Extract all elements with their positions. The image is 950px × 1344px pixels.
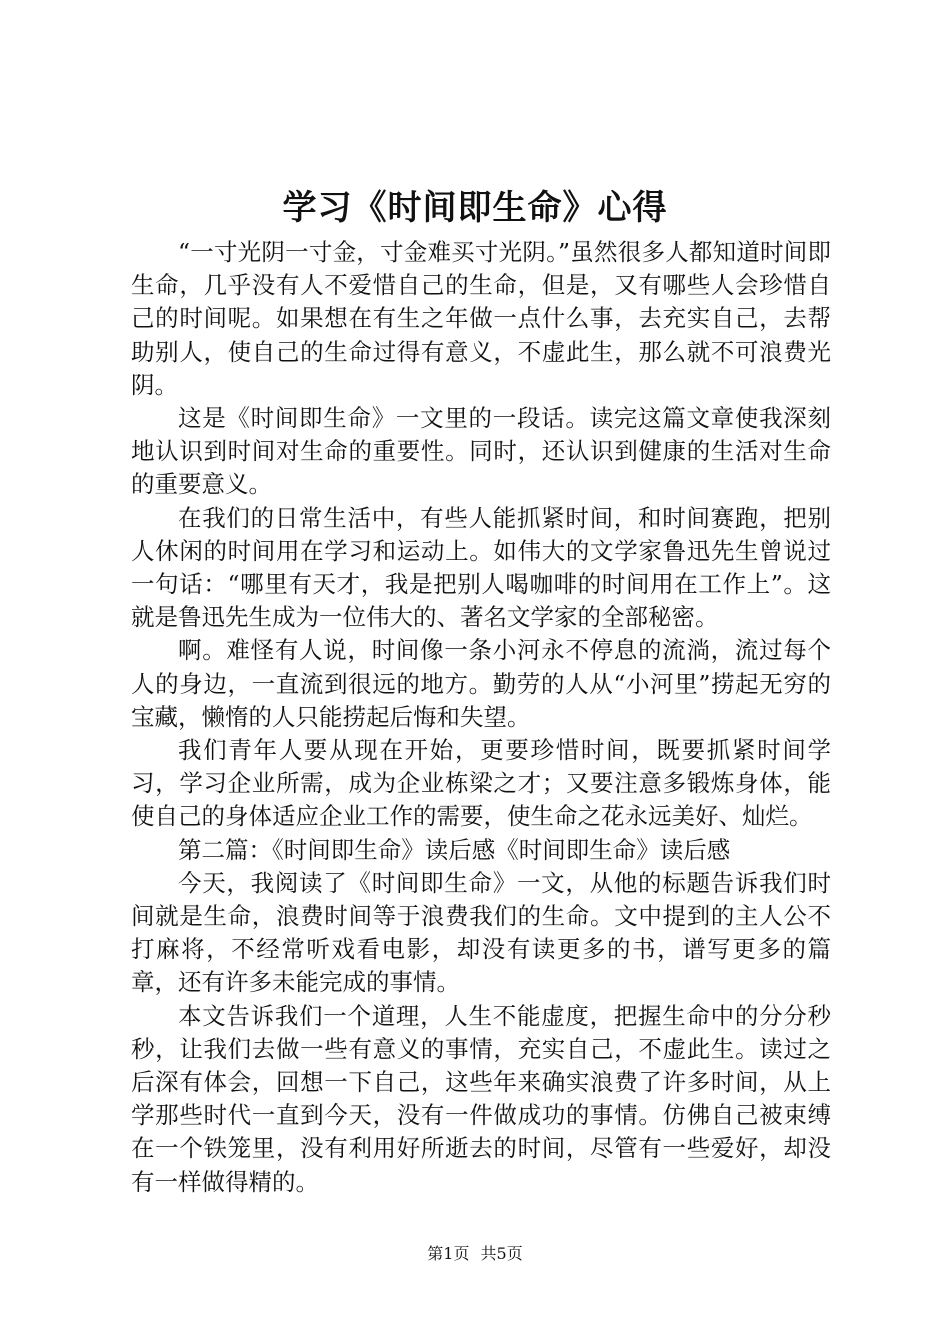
paragraph: 我们青年人要从现在开始，更要珍惜时间，既要抓紧时间学习，学习企业所需，成为企业栋梁之才；又要注意多锻炼身体，能使自己的身体适应企业工作的需要，使生命之花永远美好、灿烂。 — [131, 736, 831, 831]
paragraph: 今天，我阅读了《时间即生命》一文，从他的标题告诉我们时间就是生命，浪费时间等于浪费我们的生命。文中提到的主人公不打麻将，不经常听戏看电影，却没有读更多的书，谱写更多的篇章，还有许多未能完成的事情。 — [131, 868, 831, 997]
page-footer — [0, 1242, 950, 1266]
section-heading: 第二篇：《时间即生命》读后感《时间即生命》读后感 — [178, 835, 731, 864]
paragraph: 这是《时间即生命》一文里的一段话。读完这篇文章使我深刻地认识到时间对生命的重要性。同时，还认识到健康的生活对生命的重要意义。 — [131, 404, 831, 499]
paragraph: 本文告诉我们一个道理，人生不能虚度，把握生命中的分分秒秒，让我们去做一些有意义的事情，充实自己，不虚此生。读过之后深有体会，回想一下自己，这些年来确实浪费了许多时间，从上学那些时代一直到今天，没有一件做成功的事情。仿佛自己被束缚在一个铁笼里，没有利用好所逝去的时间，尽管有一些爱好，却没有一样做得精的。 — [131, 1001, 831, 1196]
document-body — [131, 236, 831, 1199]
page-number: 第1页 — [427, 1244, 470, 1263]
paragraph: “一寸光阴一寸金，寸金难买寸光阴。”虽然很多人都知道时间即生命，几乎没有人不爱惜自己的生命，但是，又有哪些人会珍惜自己的时间呢。如果想在有生之年做一点什么事，去充实自己，去帮助别人，使自己的生命过得有意义，不虚此生，那么就不可浪费光阴。 — [131, 238, 831, 399]
page-total: 共5页 — [480, 1244, 523, 1263]
paragraph: 在我们的日常生活中，有些人能抓紧时间，和时间赛跑，把别人休闲的时间用在学习和运动上。如伟大的文学家鲁迅先生曾说过一句话：“哪里有天才，我是把别人喝咖啡的时间用在工作上”。这就是鲁迅先生成为一位伟大的、著名文学家的全部秘密。 — [131, 503, 831, 632]
document-title: 学习《时间即生命》心得 — [282, 188, 668, 228]
paragraph: 啊。难怪有人说，时间像一条小河永不停息的流淌，流过每个人的身边，一直流到很远的地方。勤劳的人从“小河里”捞起无穷的宝藏，懒惰的人只能捞起后悔和失望。 — [131, 636, 831, 731]
